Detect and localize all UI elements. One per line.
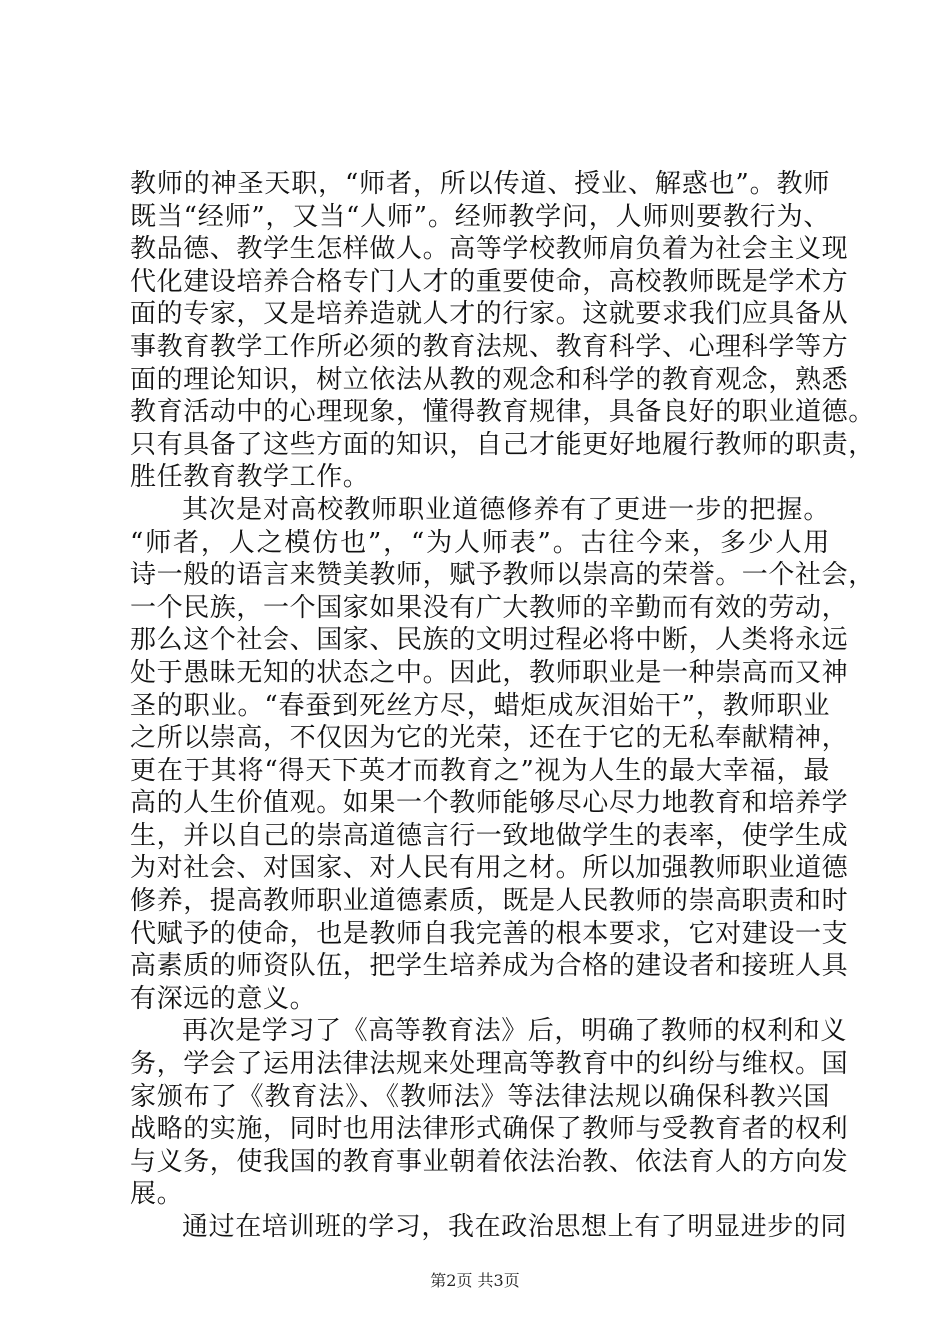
text-line: 战略的实施，同时也用法律形式确保了教师与受教育者的权利: [130, 1114, 849, 1145]
text-line: 高的人生价值观。如果一个教师能够尽心尽力地教育和培养学: [130, 788, 849, 819]
text-line: 教育活动中的心理现象，懂得教育规律，具备良好的职业道德。: [130, 397, 875, 428]
text-line: 修养，提高教师职业道德素质，既是人民教师的崇高职责和时: [130, 886, 849, 917]
text-line: 事教育教学工作所必须的教育法规、教育科学、心理科学等方: [130, 331, 849, 362]
text-line: 那么这个社会、国家、民族的文明过程必将中断，人类将永远: [130, 625, 849, 656]
text-line: 为对社会、对国家、对人民有用之材。所以加强教师职业道德: [130, 853, 849, 884]
text-line: 胜任教育教学工作。: [130, 462, 370, 493]
text-line: 再次是学习了《高等教育法》后，明确了教师的权利和义: [182, 1016, 848, 1047]
text-line: 面的专家，又是培养造就人才的行家。这就要求我们应具备从: [130, 299, 849, 330]
text-line: 高素质的师资队伍，把学生培养成为合格的建设者和接班人具: [130, 951, 849, 982]
text-line: 有深远的意义。: [130, 983, 317, 1014]
text-line: 处于愚昧无知的状态之中。因此，教师职业是一种崇高而又神: [130, 657, 849, 688]
text-line: 家颁布了《教育法》、《教师法》等法律法规以确保科教兴国: [130, 1081, 830, 1112]
text-line: 代赋予的使命，也是教师自我完善的根本要求，它对建设一支: [130, 918, 849, 949]
text-line: 与义务，使我国的教育事业朝着依法治教、依法育人的方向发: [130, 1146, 849, 1177]
text-line: 更在于其将“得天下英才而教育之”视为人生的最大幸福，最: [130, 755, 830, 786]
text-line: 只有具备了这些方面的知识，自己才能更好地履行教师的职责，: [130, 429, 875, 460]
text-line: 既当“经师”，又当“人师”。经师教学问，人师则要教行为、: [130, 201, 830, 232]
text-line: 诗一般的语言来赞美教师，赋予教师以崇高的荣誉。一个社会，: [130, 560, 875, 591]
text-line: 之所以崇高，不仅因为它的光荣，还在于它的无私奉献精神，: [130, 723, 849, 754]
text-line: 务，学会了运用法律法规来处理高等教育中的纠纷与维权。国: [130, 1049, 849, 1080]
text-line: 代化建设培养合格专门人才的重要使命，高校教师既是学术方: [130, 266, 849, 297]
text-line: 生，并以自己的崇高道德言行一致地做学生的表率，使学生成: [130, 820, 849, 851]
text-line: 通过在培训班的学习，我在政治思想上有了明显进步的同: [182, 1212, 848, 1242]
text-line: “师者，人之模仿也”，“为人师表”。古往今来，多少人用: [130, 527, 830, 558]
text-line: 教师的神圣天职，“师者，所以传道、授业、解惑也”。教师: [130, 169, 830, 199]
page-number-footer: 第2页 共3页: [430, 1271, 520, 1290]
text-line: 展。: [130, 1179, 184, 1210]
text-line: 面的理论知识，树立依法从教的观念和科学的教育观念，熟悉: [130, 364, 849, 395]
text-line: 圣的职业。“春蚕到死丝方尽，蜡炬成灰泪始干”，教师职业: [130, 690, 830, 721]
text-line: 一个民族，一个国家如果没有广大教师的辛勤而有效的劳动，: [130, 592, 849, 623]
text-line: 教品德、教学生怎样做人。高等学校教师肩负着为社会主义现: [130, 234, 849, 265]
text-line: 其次是对高校教师职业道德修养有了更进一步的把握。: [182, 494, 830, 525]
document-body: [130, 168, 875, 1244]
